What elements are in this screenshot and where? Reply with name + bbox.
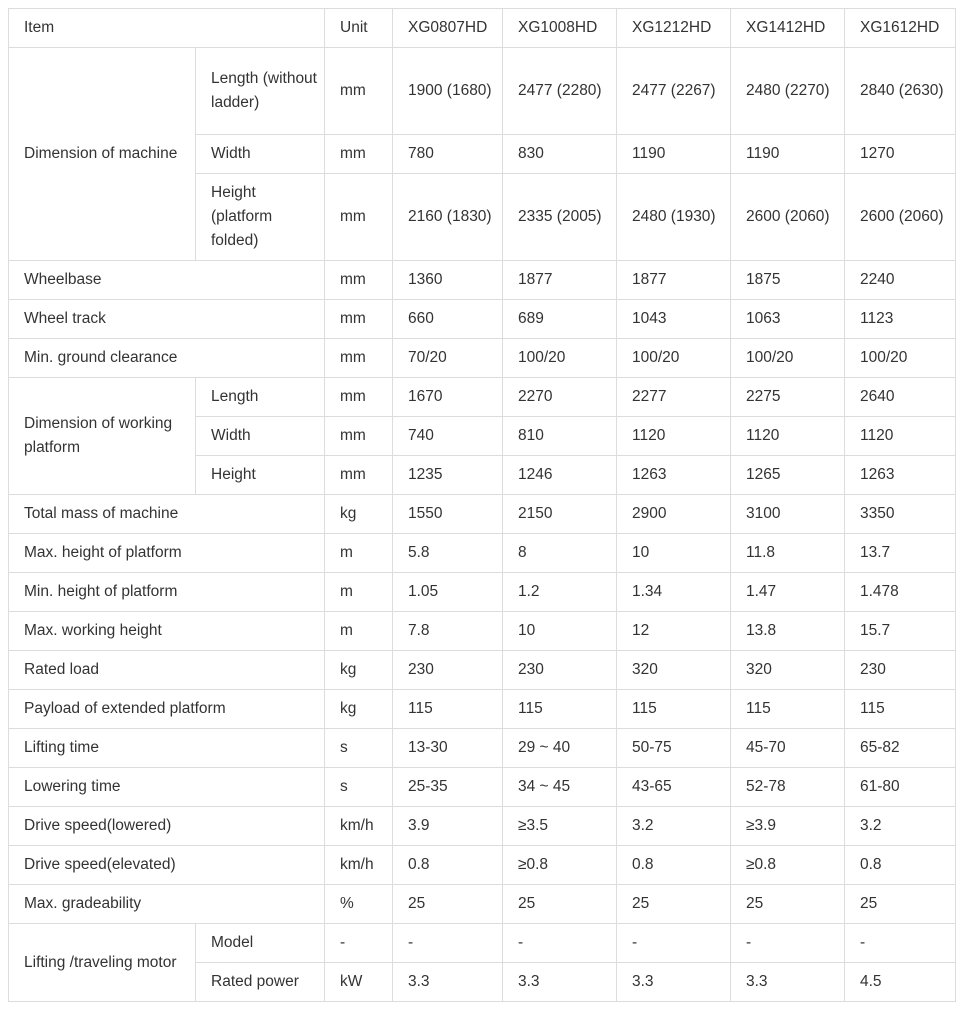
header-model: XG1008HD [503, 9, 617, 48]
value-cell: 1.05 [393, 573, 503, 612]
value-cell: - [845, 924, 956, 963]
value-cell: 115 [503, 690, 617, 729]
value-cell: 230 [503, 651, 617, 690]
value-cell: 830 [503, 135, 617, 174]
value-cell: 34 ~ 45 [503, 768, 617, 807]
header-model: XG1212HD [617, 9, 731, 48]
header-item: Item [9, 9, 325, 48]
unit-cell: mm [325, 378, 393, 417]
table-row [9, 807, 956, 846]
value-cell: 1875 [731, 261, 845, 300]
row-group-label: Dimension of machine [9, 48, 196, 261]
table-row [9, 534, 956, 573]
row-group-label: Dimension of working platform [9, 378, 196, 495]
value-cell: 1235 [393, 456, 503, 495]
unit-cell: mm [325, 417, 393, 456]
table-row [9, 768, 956, 807]
row-sublabel: Model [196, 924, 325, 963]
value-cell: 8 [503, 534, 617, 573]
value-cell: ≥3.9 [731, 807, 845, 846]
row-label: Drive speed(elevated) [9, 846, 325, 885]
table-row [9, 924, 956, 963]
table-row [9, 885, 956, 924]
value-cell: 45-70 [731, 729, 845, 768]
value-cell: 1360 [393, 261, 503, 300]
unit-cell: kg [325, 651, 393, 690]
value-cell: 2600 (2060) [731, 174, 845, 261]
value-cell: - [393, 924, 503, 963]
value-cell: 100/20 [731, 339, 845, 378]
value-cell: 1063 [731, 300, 845, 339]
value-cell: 52-78 [731, 768, 845, 807]
value-cell: 2477 (2280) [503, 48, 617, 135]
row-label: Total mass of machine [9, 495, 325, 534]
unit-cell: m [325, 573, 393, 612]
row-sublabel: Length (without ladder) [196, 48, 325, 135]
table-row [9, 300, 956, 339]
value-cell: 15.7 [845, 612, 956, 651]
table-row [9, 378, 956, 417]
value-cell: 0.8 [393, 846, 503, 885]
unit-cell: mm [325, 300, 393, 339]
value-cell: 1265 [731, 456, 845, 495]
row-sublabel: Height (platform folded) [196, 174, 325, 261]
value-cell: 1043 [617, 300, 731, 339]
value-cell: 810 [503, 417, 617, 456]
value-cell: 3.3 [503, 963, 617, 1002]
value-cell: 1190 [617, 135, 731, 174]
value-cell: 2600 (2060) [845, 174, 956, 261]
row-sublabel: Height [196, 456, 325, 495]
value-cell: 100/20 [845, 339, 956, 378]
value-cell: 25 [503, 885, 617, 924]
unit-cell: m [325, 534, 393, 573]
table-row [9, 729, 956, 768]
value-cell: 3100 [731, 495, 845, 534]
row-sublabel: Rated power [196, 963, 325, 1002]
table-row [9, 339, 956, 378]
value-cell: 7.8 [393, 612, 503, 651]
value-cell: 3350 [845, 495, 956, 534]
value-cell: 3.3 [617, 963, 731, 1002]
value-cell: 3.2 [617, 807, 731, 846]
value-cell: 5.8 [393, 534, 503, 573]
unit-cell: s [325, 729, 393, 768]
row-label: Max. gradeability [9, 885, 325, 924]
value-cell: 13.8 [731, 612, 845, 651]
row-label: Rated load [9, 651, 325, 690]
value-cell: 2270 [503, 378, 617, 417]
value-cell: 2275 [731, 378, 845, 417]
unit-cell: % [325, 885, 393, 924]
value-cell: 1900 (1680) [393, 48, 503, 135]
value-cell: 1.2 [503, 573, 617, 612]
unit-cell: m [325, 612, 393, 651]
value-cell: 25 [617, 885, 731, 924]
value-cell: 115 [617, 690, 731, 729]
row-group-label: Lifting /traveling motor [9, 924, 196, 1002]
value-cell: 2900 [617, 495, 731, 534]
value-cell: 2477 (2267) [617, 48, 731, 135]
row-sublabel: Length [196, 378, 325, 417]
value-cell: 29 ~ 40 [503, 729, 617, 768]
value-cell: 2480 (1930) [617, 174, 731, 261]
value-cell: 0.8 [845, 846, 956, 885]
value-cell: 1263 [845, 456, 956, 495]
unit-cell: km/h [325, 807, 393, 846]
value-cell: 115 [845, 690, 956, 729]
value-cell: - [617, 924, 731, 963]
value-cell: 2335 (2005) [503, 174, 617, 261]
table-row [9, 261, 956, 300]
value-cell: 10 [617, 534, 731, 573]
spec-table [8, 8, 956, 1002]
value-cell: 3.3 [731, 963, 845, 1002]
value-cell: 2160 (1830) [393, 174, 503, 261]
value-cell: 13.7 [845, 534, 956, 573]
value-cell: 1.34 [617, 573, 731, 612]
value-cell: 50-75 [617, 729, 731, 768]
value-cell: ≥0.8 [731, 846, 845, 885]
value-cell: 230 [845, 651, 956, 690]
row-sublabel: Width [196, 135, 325, 174]
unit-cell: mm [325, 339, 393, 378]
row-label: Drive speed(lowered) [9, 807, 325, 846]
value-cell: 115 [731, 690, 845, 729]
value-cell: 660 [393, 300, 503, 339]
value-cell: 115 [393, 690, 503, 729]
value-cell: 61-80 [845, 768, 956, 807]
value-cell: 2150 [503, 495, 617, 534]
unit-cell: kW [325, 963, 393, 1002]
unit-cell: mm [325, 135, 393, 174]
value-cell: 230 [393, 651, 503, 690]
value-cell: 1123 [845, 300, 956, 339]
value-cell: 25 [393, 885, 503, 924]
value-cell: 1190 [731, 135, 845, 174]
value-cell: 25 [845, 885, 956, 924]
value-cell: 3.3 [393, 963, 503, 1002]
value-cell: 1877 [617, 261, 731, 300]
unit-cell: kg [325, 690, 393, 729]
value-cell: 65-82 [845, 729, 956, 768]
value-cell: 1246 [503, 456, 617, 495]
row-label: Max. height of platform [9, 534, 325, 573]
row-label: Lowering time [9, 768, 325, 807]
value-cell: 1120 [845, 417, 956, 456]
table-row [9, 48, 956, 135]
row-label: Lifting time [9, 729, 325, 768]
row-label: Wheelbase [9, 261, 325, 300]
value-cell: 11.8 [731, 534, 845, 573]
table-row [9, 573, 956, 612]
header-model: XG1612HD [845, 9, 956, 48]
value-cell: 25 [731, 885, 845, 924]
value-cell: 2480 (2270) [731, 48, 845, 135]
value-cell: ≥3.5 [503, 807, 617, 846]
table-row [9, 612, 956, 651]
unit-cell: mm [325, 456, 393, 495]
value-cell: 0.8 [617, 846, 731, 885]
unit-cell: s [325, 768, 393, 807]
value-cell: 1670 [393, 378, 503, 417]
value-cell: 780 [393, 135, 503, 174]
value-cell: 1550 [393, 495, 503, 534]
table-row [9, 846, 956, 885]
value-cell: 100/20 [503, 339, 617, 378]
value-cell: 2240 [845, 261, 956, 300]
unit-cell: mm [325, 261, 393, 300]
row-label: Min. height of platform [9, 573, 325, 612]
value-cell: 320 [731, 651, 845, 690]
row-label: Min. ground clearance [9, 339, 325, 378]
value-cell: 100/20 [617, 339, 731, 378]
unit-cell: mm [325, 174, 393, 261]
value-cell: 10 [503, 612, 617, 651]
header-model: XG1412HD [731, 9, 845, 48]
value-cell: 1877 [503, 261, 617, 300]
value-cell: - [731, 924, 845, 963]
unit-cell: mm [325, 48, 393, 135]
value-cell: 2277 [617, 378, 731, 417]
unit-cell: - [325, 924, 393, 963]
value-cell: 740 [393, 417, 503, 456]
value-cell: 1263 [617, 456, 731, 495]
header-model: XG0807HD [393, 9, 503, 48]
value-cell: 1270 [845, 135, 956, 174]
unit-cell: km/h [325, 846, 393, 885]
unit-cell: kg [325, 495, 393, 534]
row-label: Wheel track [9, 300, 325, 339]
header-unit: Unit [325, 9, 393, 48]
value-cell: 3.9 [393, 807, 503, 846]
row-label: Max. working height [9, 612, 325, 651]
table-row [9, 690, 956, 729]
value-cell: 689 [503, 300, 617, 339]
row-label: Payload of extended platform [9, 690, 325, 729]
value-cell: 1.478 [845, 573, 956, 612]
value-cell: 4.5 [845, 963, 956, 1002]
value-cell: 3.2 [845, 807, 956, 846]
value-cell: 43-65 [617, 768, 731, 807]
table-row [9, 495, 956, 534]
value-cell: 320 [617, 651, 731, 690]
value-cell: 1.47 [731, 573, 845, 612]
value-cell: 2840 (2630) [845, 48, 956, 135]
header-row [9, 9, 956, 48]
value-cell: 12 [617, 612, 731, 651]
value-cell: 1120 [731, 417, 845, 456]
value-cell: ≥0.8 [503, 846, 617, 885]
table-row [9, 651, 956, 690]
value-cell: 25-35 [393, 768, 503, 807]
value-cell: 1120 [617, 417, 731, 456]
value-cell: - [503, 924, 617, 963]
value-cell: 70/20 [393, 339, 503, 378]
row-sublabel: Width [196, 417, 325, 456]
value-cell: 13-30 [393, 729, 503, 768]
value-cell: 2640 [845, 378, 956, 417]
